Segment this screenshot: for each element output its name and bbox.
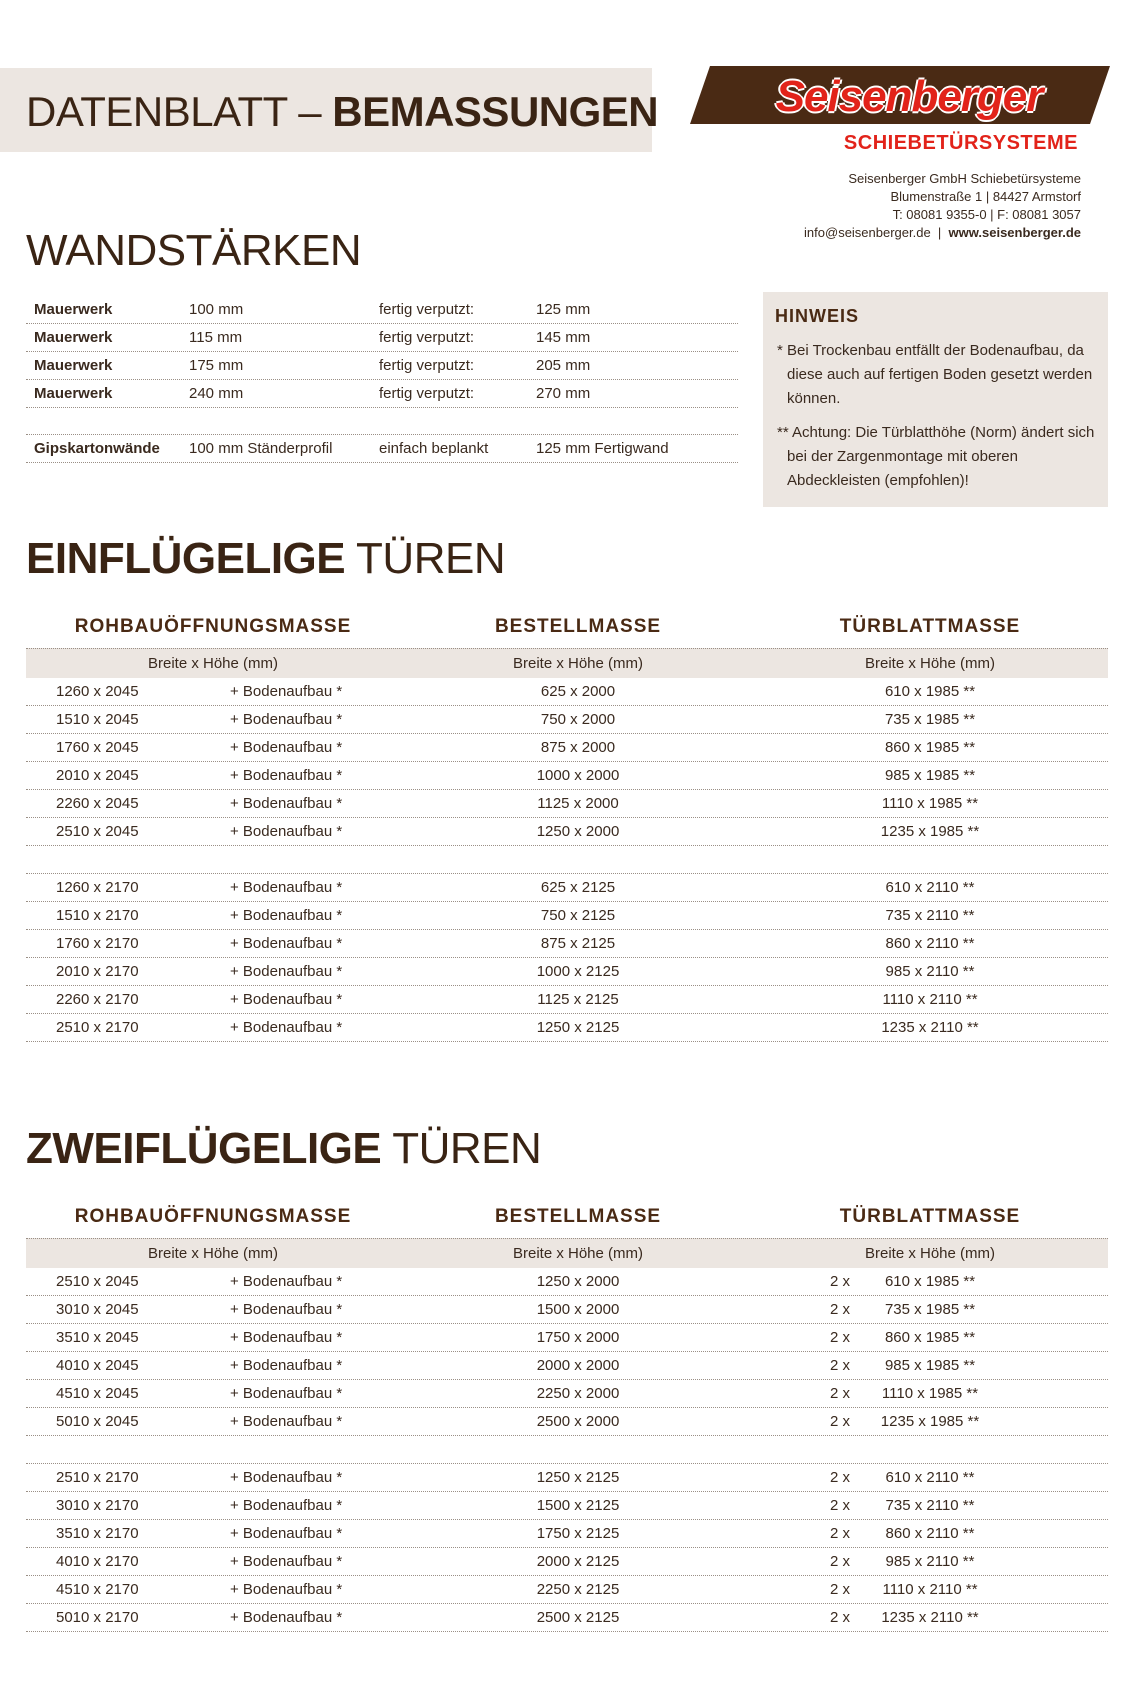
table-row [26,706,1108,734]
rough-size: 2010 x 2045 [56,767,139,784]
contact-email[interactable]: info@seisenberger.de [804,225,931,240]
floor-note: + Bodenaufbau * [230,1329,343,1346]
floor-note: + Bodenaufbau * [230,1273,343,1290]
leaf-size: 985 x 1985 ** [884,767,976,784]
order-size: 1250 x 2125 [536,1019,620,1036]
column-head-rough: ROHBAUÖFFNUNGSMASSE [74,1206,352,1227]
wall-finish-value: 205 mm [536,357,591,374]
leaf-size: 1110 x 1985 ** [881,795,979,812]
order-size: 625 x 2125 [540,879,616,896]
leaf-size: 860 x 2110 ** [885,1525,975,1542]
contact-web[interactable]: www.seisenberger.de [948,225,1081,240]
column-head-leaf: TÜRBLATTMASSE [839,616,1021,637]
table-row [26,1492,1108,1520]
table-row [26,1604,1108,1632]
table-row [26,1352,1108,1380]
table-row [26,1296,1108,1324]
wall-finish-value: 270 mm [536,385,591,402]
note-box [763,292,1108,507]
table-column-heads [26,610,1108,648]
table-row [26,986,1108,1014]
leaf-size: 1235 x 1985 ** [880,1413,980,1430]
double-doors-heading [26,1124,541,1174]
order-size: 1750 x 2125 [536,1525,620,1542]
floor-note: + Bodenaufbau * [230,991,343,1008]
contact-address: Blumenstraße 1 | 84427 Armstorf [890,189,1081,204]
rough-size: 4010 x 2045 [56,1357,139,1374]
table-row [26,352,738,380]
table-row [26,1548,1108,1576]
rough-size: 3010 x 2045 [56,1301,139,1318]
single-doors-heading [26,534,505,584]
wall-heading: WANDSTÄRKEN [26,226,362,275]
floor-note: + Bodenaufbau * [230,823,343,840]
note-title: HINWEIS [775,306,860,326]
logo-subline: SCHIEBETÜRSYSTEME [843,132,1078,154]
column-head-leaf: TÜRBLATTMASSE [839,1206,1021,1227]
order-size: 625 x 2000 [540,683,616,700]
floor-note: + Bodenaufbau * [230,1553,343,1570]
table-row [26,296,738,324]
wall-thickness: 240 mm [189,385,244,402]
leaf-size: 610 x 1985 ** [884,683,976,700]
contact-block [804,170,1081,242]
contact-separator: | [930,225,949,240]
order-size: 2500 x 2125 [536,1609,620,1626]
wall-finish-label: einfach beplankt [379,440,489,457]
leaf-size: 610 x 2110 ** [885,879,975,896]
leaf-count: 2 x [830,1525,851,1542]
floor-note: + Bodenaufbau * [230,1385,343,1402]
leaf-size: 735 x 1985 ** [884,1301,976,1318]
wall-finish-label: fertig verputzt: [379,329,475,346]
floor-note: + Bodenaufbau * [230,1525,343,1542]
double-doors-table [26,1200,1108,1632]
order-size: 1000 x 2125 [536,963,620,980]
leaf-size: 985 x 2110 ** [885,963,975,980]
rough-size: 2510 x 2045 [56,1273,139,1290]
single-doors-table [26,610,1108,1042]
rough-size: 1760 x 2170 [56,935,139,952]
floor-note: + Bodenaufbau * [230,1581,343,1598]
page-title-bold: BEMASSUNGEN [332,88,659,135]
leaf-size: 860 x 1985 ** [884,1329,976,1346]
floor-note: + Bodenaufbau * [230,879,343,896]
table-row [26,790,1108,818]
floor-note: + Bodenaufbau * [230,907,343,924]
leaf-size: 985 x 1985 ** [884,1357,976,1374]
order-size: 1250 x 2000 [536,823,620,840]
order-size: 1250 x 2125 [536,1469,620,1486]
order-size: 1250 x 2000 [536,1273,620,1290]
order-size: 1500 x 2000 [536,1301,620,1318]
table-row [26,874,1108,902]
column-head-rough: ROHBAUÖFFNUNGSMASSE [74,616,352,637]
order-size: 2500 x 2000 [536,1413,620,1430]
leaf-size: 610 x 2110 ** [885,1469,975,1486]
note-item: ** Achtung: Die Türblatthöhe (Norm) ändert sich bei der Zargenmontage mit oberen Abdeckleisten (empfohlen)! [777,424,1095,489]
floor-note: + Bodenaufbau * [230,963,343,980]
wall-finish-label: fertig verputzt: [379,301,475,318]
table-spacer [26,846,1108,874]
table-row [26,380,738,408]
wall-finish-value: 125 mm [536,301,591,318]
double-heading-light: TÜREN [381,1124,542,1173]
rough-size: 5010 x 2170 [56,1609,139,1626]
wall-thickness: 100 mm [189,301,244,318]
column-head-order: BESTELLMASSE [494,616,662,637]
seisenberger-logo [690,66,1110,162]
order-size: 2250 x 2125 [536,1581,620,1598]
rough-size: 2010 x 2170 [56,963,139,980]
wall-type: Mauerwerk [34,357,113,374]
rough-size: 1510 x 2170 [56,907,139,924]
table-row [26,1520,1108,1548]
leaf-count: 2 x [830,1581,851,1598]
subhead-leaf: Breite x Höhe (mm) [864,1245,996,1262]
leaf-size: 860 x 1985 ** [884,739,976,756]
rough-size: 5010 x 2045 [56,1413,139,1430]
leaf-count: 2 x [830,1497,851,1514]
order-size: 750 x 2000 [540,711,616,728]
table-row [26,435,738,463]
single-heading-light: TÜREN [345,534,506,583]
wall-thickness: 100 mm Ständerprofil [189,440,333,457]
table-row [26,324,738,352]
table-row [26,902,1108,930]
wall-type: Mauerwerk [34,385,113,402]
leaf-count: 2 x [830,1385,851,1402]
leaf-size: 610 x 1985 ** [884,1273,976,1290]
table-row [26,1014,1108,1042]
rough-size: 1510 x 2045 [56,711,139,728]
note-item: * Bei Trockenbau entfällt der Bodenaufbau, da diese auch auf fertigen Boden gesetzt werden können. [777,342,1093,407]
wall-type: Gipskartonwände [34,440,160,457]
leaf-count: 2 x [830,1357,851,1374]
leaf-size: 1235 x 1985 ** [880,823,980,840]
floor-note: + Bodenaufbau * [230,1413,343,1430]
leaf-size: 735 x 2110 ** [885,907,975,924]
table-subhead [26,1238,1108,1268]
table-row [26,930,1108,958]
rough-size: 1260 x 2045 [56,683,139,700]
table-row [26,1576,1108,1604]
table-row [26,958,1108,986]
title-band [0,68,659,152]
order-size: 1750 x 2000 [536,1329,620,1346]
table-row [26,678,1108,706]
wall-finish-value: 145 mm [536,329,591,346]
table-spacer [26,1436,1108,1464]
floor-note: + Bodenaufbau * [230,1497,343,1514]
subhead-rough: Breite x Höhe (mm) [147,655,279,672]
leaf-size: 1235 x 2110 ** [881,1609,979,1626]
floor-note: + Bodenaufbau * [230,1609,343,1626]
page-title [26,88,658,136]
leaf-size: 1110 x 1985 ** [881,1385,979,1402]
leaf-count: 2 x [830,1329,851,1346]
leaf-count: 2 x [830,1553,851,1570]
floor-note: + Bodenaufbau * [230,1301,343,1318]
rough-size: 1260 x 2170 [56,879,139,896]
wall-type: Mauerwerk [34,301,113,318]
table-row [26,1464,1108,1492]
subhead-order: Breite x Höhe (mm) [512,1245,644,1262]
page-title-light: DATENBLATT – [26,88,333,135]
leaf-size: 735 x 2110 ** [885,1497,975,1514]
table-row [26,734,1108,762]
contact-phone: T: 08081 9355-0 | F: 08081 3057 [892,207,1081,222]
leaf-size: 985 x 2110 ** [885,1553,975,1570]
table-row [26,818,1108,846]
order-size: 1125 x 2125 [537,991,619,1008]
table-row [26,1268,1108,1296]
logo-wordmark: Seisenberger [775,72,1043,121]
table-subhead [26,648,1108,678]
rough-size: 2260 x 2045 [56,795,139,812]
floor-note: + Bodenaufbau * [230,935,343,952]
leaf-count: 2 x [830,1273,851,1290]
rough-size: 4510 x 2045 [56,1385,139,1402]
floor-note: + Bodenaufbau * [230,767,343,784]
leaf-count: 2 x [830,1469,851,1486]
leaf-count: 2 x [830,1609,851,1626]
leaf-count: 2 x [830,1301,851,1318]
wall-type: Mauerwerk [34,329,113,346]
rough-size: 3510 x 2045 [56,1329,139,1346]
floor-note: + Bodenaufbau * [230,739,343,756]
floor-note: + Bodenaufbau * [230,1019,343,1036]
rough-size: 2260 x 2170 [56,991,139,1008]
wall-table [26,296,738,463]
single-heading-bold: EINFLÜGELIGE [26,534,346,583]
rough-size: 2510 x 2170 [56,1469,139,1486]
floor-note: + Bodenaufbau * [230,1357,343,1374]
column-head-order: BESTELLMASSE [494,1206,662,1227]
order-size: 1500 x 2125 [536,1497,620,1514]
double-heading-bold: ZWEIFLÜGELIGE [26,1124,382,1173]
leaf-size: 735 x 1985 ** [884,711,976,728]
leaf-size: 860 x 2110 ** [885,935,975,952]
rough-size: 4510 x 2170 [56,1581,139,1598]
floor-note: + Bodenaufbau * [230,1469,343,1486]
table-column-heads [26,1200,1108,1238]
table-row [26,762,1108,790]
rough-size: 2510 x 2045 [56,823,139,840]
order-size: 2000 x 2125 [536,1553,620,1570]
subhead-leaf: Breite x Höhe (mm) [864,655,996,672]
rough-size: 2510 x 2170 [56,1019,139,1036]
leaf-size: 1110 x 2110 ** [882,991,978,1008]
floor-note: + Bodenaufbau * [230,795,343,812]
table-spacer [26,408,738,435]
wall-finish-label: fertig verputzt: [379,357,475,374]
table-row [26,1380,1108,1408]
rough-size: 1760 x 2045 [56,739,139,756]
contact-company: Seisenberger GmbH Schiebetürsysteme [848,171,1081,186]
floor-note: + Bodenaufbau * [230,711,343,728]
order-size: 1125 x 2000 [537,795,619,812]
leaf-size: 1235 x 2110 ** [881,1019,979,1036]
table-row [26,1324,1108,1352]
order-size: 2250 x 2000 [536,1385,620,1402]
leaf-size: 1110 x 2110 ** [882,1581,978,1598]
leaf-count: 2 x [830,1413,851,1430]
rough-size: 3010 x 2170 [56,1497,139,1514]
order-size: 875 x 2125 [540,935,616,952]
subhead-rough: Breite x Höhe (mm) [147,1245,279,1262]
order-size: 1000 x 2000 [536,767,620,784]
order-size: 750 x 2125 [540,907,616,924]
rough-size: 4010 x 2170 [56,1553,139,1570]
table-row [26,1408,1108,1436]
floor-note: + Bodenaufbau * [230,683,343,700]
wall-finish-value: 125 mm Fertigwand [536,440,669,457]
order-size: 2000 x 2000 [536,1357,620,1374]
wall-thickness: 115 mm [189,329,243,346]
order-size: 875 x 2000 [540,739,616,756]
rough-size: 3510 x 2170 [56,1525,139,1542]
wall-thickness: 175 mm [189,357,244,374]
wall-finish-label: fertig verputzt: [379,385,475,402]
contact-online [804,224,1081,242]
subhead-order: Breite x Höhe (mm) [512,655,644,672]
